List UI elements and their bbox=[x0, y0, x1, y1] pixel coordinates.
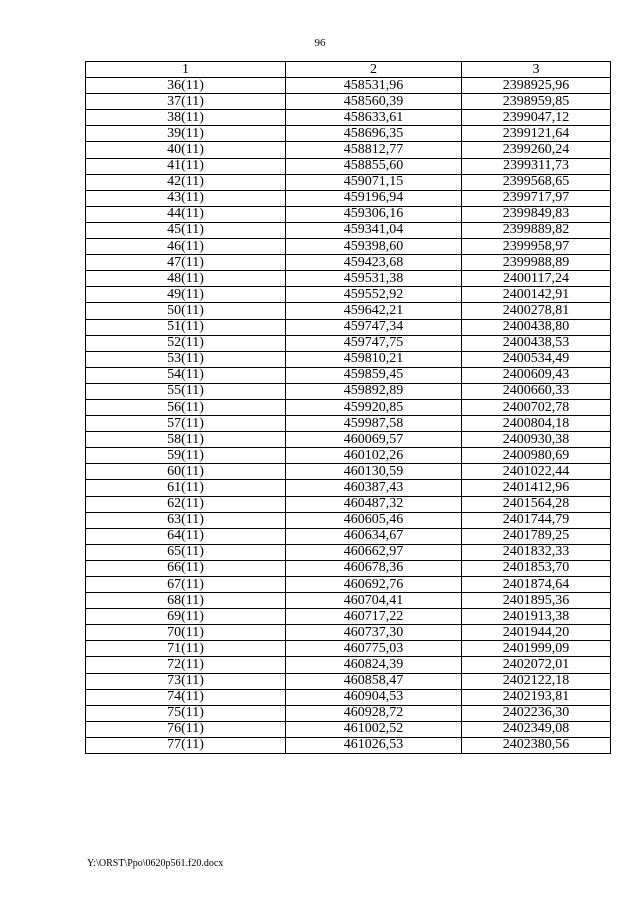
point-id-cell: 69(11) bbox=[86, 609, 286, 625]
column-header-2: 2 bbox=[286, 62, 462, 78]
x-coordinate-cell: 461026,53 bbox=[286, 737, 462, 753]
coordinates-table bbox=[85, 61, 611, 754]
point-id-cell: 66(11) bbox=[86, 560, 286, 576]
point-id-cell: 48(11) bbox=[86, 271, 286, 287]
x-coordinate-cell: 458812,77 bbox=[286, 142, 462, 158]
y-coordinate-cell: 2398959,85 bbox=[462, 94, 611, 110]
table-row bbox=[86, 496, 611, 512]
page-number: 96 bbox=[314, 37, 326, 49]
table-row bbox=[86, 126, 611, 142]
table-row bbox=[86, 528, 611, 544]
x-coordinate-cell: 460102,26 bbox=[286, 448, 462, 464]
table-row bbox=[86, 239, 611, 255]
table-row bbox=[86, 319, 611, 335]
header-row bbox=[86, 62, 611, 78]
x-coordinate-cell: 460662,97 bbox=[286, 544, 462, 560]
point-id-cell: 60(11) bbox=[86, 464, 286, 480]
table-row bbox=[86, 190, 611, 206]
table-row bbox=[86, 625, 611, 641]
table-row bbox=[86, 255, 611, 271]
x-coordinate-cell: 460387,43 bbox=[286, 480, 462, 496]
y-coordinate-cell: 2399717,97 bbox=[462, 190, 611, 206]
footer-file-path: Y:\ORST\Ppo\0620p561.f20.docx bbox=[87, 858, 224, 869]
point-id-cell: 38(11) bbox=[86, 110, 286, 126]
y-coordinate-cell: 2399958,97 bbox=[462, 239, 611, 255]
point-id-cell: 57(11) bbox=[86, 416, 286, 432]
point-id-cell: 37(11) bbox=[86, 94, 286, 110]
point-id-cell: 44(11) bbox=[86, 206, 286, 222]
y-coordinate-cell: 2402072,01 bbox=[462, 657, 611, 673]
table-row bbox=[86, 673, 611, 689]
x-coordinate-cell: 459810,21 bbox=[286, 351, 462, 367]
x-coordinate-cell: 460904,53 bbox=[286, 689, 462, 705]
point-id-cell: 73(11) bbox=[86, 673, 286, 689]
point-id-cell: 76(11) bbox=[86, 721, 286, 737]
point-id-cell: 72(11) bbox=[86, 657, 286, 673]
y-coordinate-cell: 2400278,81 bbox=[462, 303, 611, 319]
table-row bbox=[86, 351, 611, 367]
x-coordinate-cell: 458696,35 bbox=[286, 126, 462, 142]
point-id-cell: 59(11) bbox=[86, 448, 286, 464]
x-coordinate-cell: 459987,58 bbox=[286, 416, 462, 432]
y-coordinate-cell: 2402122,18 bbox=[462, 673, 611, 689]
y-coordinate-cell: 2400438,80 bbox=[462, 319, 611, 335]
point-id-cell: 36(11) bbox=[86, 78, 286, 94]
y-coordinate-cell: 2400660,33 bbox=[462, 383, 611, 399]
x-coordinate-cell: 460487,32 bbox=[286, 496, 462, 512]
point-id-cell: 49(11) bbox=[86, 287, 286, 303]
y-coordinate-cell: 2400438,53 bbox=[462, 335, 611, 351]
x-coordinate-cell: 459306,16 bbox=[286, 206, 462, 222]
table-row bbox=[86, 303, 611, 319]
point-id-cell: 70(11) bbox=[86, 625, 286, 641]
x-coordinate-cell: 460130,59 bbox=[286, 464, 462, 480]
table-row bbox=[86, 512, 611, 528]
point-id-cell: 64(11) bbox=[86, 528, 286, 544]
x-coordinate-cell: 460605,46 bbox=[286, 512, 462, 528]
point-id-cell: 39(11) bbox=[86, 126, 286, 142]
column-header-3: 3 bbox=[462, 62, 611, 78]
y-coordinate-cell: 2399988,89 bbox=[462, 255, 611, 271]
x-coordinate-cell: 459920,85 bbox=[286, 399, 462, 415]
table-row bbox=[86, 560, 611, 576]
y-coordinate-cell: 2401913,38 bbox=[462, 609, 611, 625]
y-coordinate-cell: 2400804,18 bbox=[462, 416, 611, 432]
table-row bbox=[86, 206, 611, 222]
y-coordinate-cell: 2399260,24 bbox=[462, 142, 611, 158]
x-coordinate-cell: 460858,47 bbox=[286, 673, 462, 689]
y-coordinate-cell: 2399047,12 bbox=[462, 110, 611, 126]
table-row bbox=[86, 737, 611, 753]
point-id-cell: 62(11) bbox=[86, 496, 286, 512]
table-row bbox=[86, 721, 611, 737]
point-id-cell: 45(11) bbox=[86, 222, 286, 238]
point-id-cell: 40(11) bbox=[86, 142, 286, 158]
x-coordinate-cell: 458855,60 bbox=[286, 158, 462, 174]
x-coordinate-cell: 459747,75 bbox=[286, 335, 462, 351]
column-header-1: 1 bbox=[86, 62, 286, 78]
y-coordinate-cell: 2401564,28 bbox=[462, 496, 611, 512]
x-coordinate-cell: 459341,04 bbox=[286, 222, 462, 238]
y-coordinate-cell: 2402349,08 bbox=[462, 721, 611, 737]
table-row bbox=[86, 271, 611, 287]
x-coordinate-cell: 459071,15 bbox=[286, 174, 462, 190]
y-coordinate-cell: 2401789,25 bbox=[462, 528, 611, 544]
x-coordinate-cell: 458531,96 bbox=[286, 78, 462, 94]
table-row bbox=[86, 287, 611, 303]
table-row bbox=[86, 158, 611, 174]
table-row bbox=[86, 399, 611, 415]
x-coordinate-cell: 459531,38 bbox=[286, 271, 462, 287]
point-id-cell: 74(11) bbox=[86, 689, 286, 705]
table-row bbox=[86, 593, 611, 609]
y-coordinate-cell: 2401853,70 bbox=[462, 560, 611, 576]
y-coordinate-cell: 2401874,64 bbox=[462, 577, 611, 593]
point-id-cell: 51(11) bbox=[86, 319, 286, 335]
x-coordinate-cell: 458560,39 bbox=[286, 94, 462, 110]
x-coordinate-cell: 460678,36 bbox=[286, 560, 462, 576]
y-coordinate-cell: 2398925,96 bbox=[462, 78, 611, 94]
x-coordinate-cell: 459747,34 bbox=[286, 319, 462, 335]
x-coordinate-cell: 459398,60 bbox=[286, 239, 462, 255]
point-id-cell: 77(11) bbox=[86, 737, 286, 753]
table-row bbox=[86, 335, 611, 351]
table-row bbox=[86, 78, 611, 94]
point-id-cell: 43(11) bbox=[86, 190, 286, 206]
table-row bbox=[86, 689, 611, 705]
x-coordinate-cell: 460737,30 bbox=[286, 625, 462, 641]
y-coordinate-cell: 2401832,33 bbox=[462, 544, 611, 560]
y-coordinate-cell: 2400609,43 bbox=[462, 367, 611, 383]
x-coordinate-cell: 460692,76 bbox=[286, 577, 462, 593]
y-coordinate-cell: 2402236,30 bbox=[462, 705, 611, 721]
x-coordinate-cell: 460717,22 bbox=[286, 609, 462, 625]
y-coordinate-cell: 2400980,69 bbox=[462, 448, 611, 464]
table-row bbox=[86, 367, 611, 383]
table-body bbox=[86, 78, 611, 754]
point-id-cell: 67(11) bbox=[86, 577, 286, 593]
x-coordinate-cell: 459423,68 bbox=[286, 255, 462, 271]
table-row bbox=[86, 657, 611, 673]
table-row bbox=[86, 142, 611, 158]
y-coordinate-cell: 2399889,82 bbox=[462, 222, 611, 238]
y-coordinate-cell: 2400142,91 bbox=[462, 287, 611, 303]
x-coordinate-cell: 459642,21 bbox=[286, 303, 462, 319]
table-row bbox=[86, 432, 611, 448]
x-coordinate-cell: 460704,41 bbox=[286, 593, 462, 609]
x-coordinate-cell: 460775,03 bbox=[286, 641, 462, 657]
y-coordinate-cell: 2400930,38 bbox=[462, 432, 611, 448]
x-coordinate-cell: 458633,61 bbox=[286, 110, 462, 126]
x-coordinate-cell: 461002,52 bbox=[286, 721, 462, 737]
y-coordinate-cell: 2400702,78 bbox=[462, 399, 611, 415]
table-row bbox=[86, 448, 611, 464]
table-row bbox=[86, 609, 611, 625]
table-row bbox=[86, 480, 611, 496]
table-row bbox=[86, 383, 611, 399]
point-id-cell: 47(11) bbox=[86, 255, 286, 271]
table-row bbox=[86, 705, 611, 721]
table-row bbox=[86, 641, 611, 657]
y-coordinate-cell: 2400534,49 bbox=[462, 351, 611, 367]
point-id-cell: 55(11) bbox=[86, 383, 286, 399]
x-coordinate-cell: 459196,94 bbox=[286, 190, 462, 206]
y-coordinate-cell: 2401022,44 bbox=[462, 464, 611, 480]
point-id-cell: 54(11) bbox=[86, 367, 286, 383]
x-coordinate-cell: 460069,57 bbox=[286, 432, 462, 448]
point-id-cell: 42(11) bbox=[86, 174, 286, 190]
x-coordinate-cell: 459552,92 bbox=[286, 287, 462, 303]
y-coordinate-cell: 2399568,65 bbox=[462, 174, 611, 190]
table-row bbox=[86, 94, 611, 110]
y-coordinate-cell: 2401412,96 bbox=[462, 480, 611, 496]
point-id-cell: 41(11) bbox=[86, 158, 286, 174]
point-id-cell: 75(11) bbox=[86, 705, 286, 721]
y-coordinate-cell: 2401944,20 bbox=[462, 625, 611, 641]
table-row bbox=[86, 577, 611, 593]
point-id-cell: 63(11) bbox=[86, 512, 286, 528]
y-coordinate-cell: 2399121,64 bbox=[462, 126, 611, 142]
point-id-cell: 46(11) bbox=[86, 239, 286, 255]
y-coordinate-cell: 2401895,36 bbox=[462, 593, 611, 609]
table-header bbox=[86, 62, 611, 78]
x-coordinate-cell: 460634,67 bbox=[286, 528, 462, 544]
y-coordinate-cell: 2399311,73 bbox=[462, 158, 611, 174]
table-row bbox=[86, 544, 611, 560]
x-coordinate-cell: 459892,89 bbox=[286, 383, 462, 399]
point-id-cell: 61(11) bbox=[86, 480, 286, 496]
point-id-cell: 71(11) bbox=[86, 641, 286, 657]
y-coordinate-cell: 2402380,56 bbox=[462, 737, 611, 753]
point-id-cell: 56(11) bbox=[86, 399, 286, 415]
y-coordinate-cell: 2402193,81 bbox=[462, 689, 611, 705]
point-id-cell: 52(11) bbox=[86, 335, 286, 351]
table-row bbox=[86, 110, 611, 126]
y-coordinate-cell: 2401999,09 bbox=[462, 641, 611, 657]
point-id-cell: 53(11) bbox=[86, 351, 286, 367]
x-coordinate-cell: 460928,72 bbox=[286, 705, 462, 721]
y-coordinate-cell: 2401744,79 bbox=[462, 512, 611, 528]
table-row bbox=[86, 174, 611, 190]
table-row bbox=[86, 416, 611, 432]
x-coordinate-cell: 460824,39 bbox=[286, 657, 462, 673]
point-id-cell: 50(11) bbox=[86, 303, 286, 319]
point-id-cell: 65(11) bbox=[86, 544, 286, 560]
table-row bbox=[86, 222, 611, 238]
y-coordinate-cell: 2399849,83 bbox=[462, 206, 611, 222]
point-id-cell: 58(11) bbox=[86, 432, 286, 448]
x-coordinate-cell: 459859,45 bbox=[286, 367, 462, 383]
table-row bbox=[86, 464, 611, 480]
y-coordinate-cell: 2400117,24 bbox=[462, 271, 611, 287]
point-id-cell: 68(11) bbox=[86, 593, 286, 609]
